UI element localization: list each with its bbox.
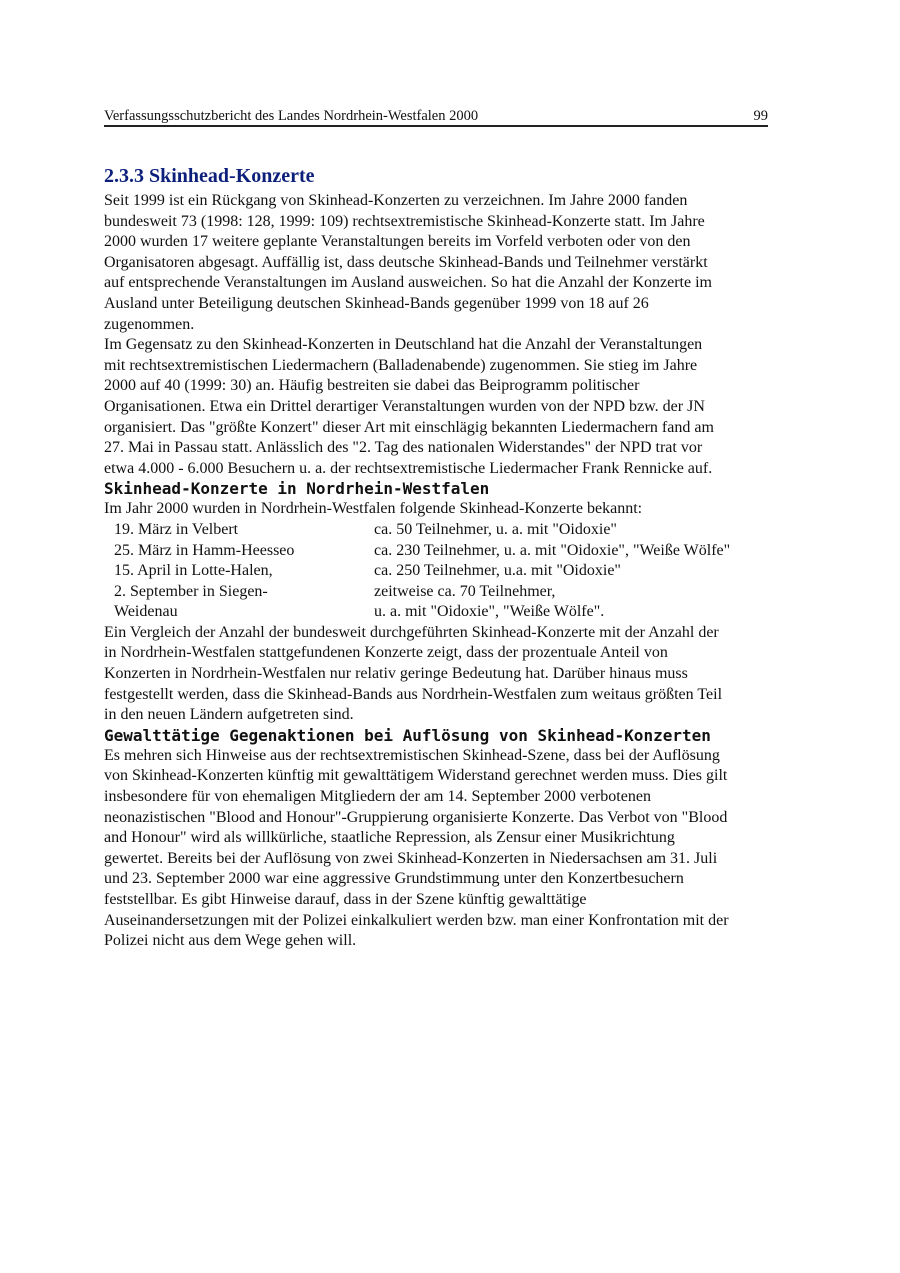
- header-title: Verfassungsschutzbericht des Landes Nordrhein-Westfalen 2000: [104, 108, 479, 124]
- concert-details: ca. 50 Teilnehmer, u. a. mit "Oidoxie": [374, 520, 617, 538]
- violence-paragraph: Es mehren sich Hinweise aus der rechtsextremistischen Skinhead-Szene, dass bei der Auflösung von Skinhead-Konzerten künftig mit gewalttätigem Widerstand gerechnet werden muss. Dies gilt insbesondere für von ehemaligen Mitgliedern der am 14. September 2000 verbotenen neonazistischen "Blood and Honour"-Gruppierung organisierte Konzerte. Das Verbot von "Blood and Honour" wird als willkürliche, staatliche Repression, als Zensur einer Musikrichtung gewertet. Bereits bei der Auflösung von zwei Skinhead-Konzerten in Niedersachsen am 31. Juli und 23. September 2000 war eine aggressive Grundstimmung unter den Konzertbesuchern feststellbar. Es gibt Hinweise darauf, dass in der Szene künftig gewalttätige Auseinandersetzungen mit der Polizei einkalkuliert werden bzw. man einer Konfrontation mit der Polizei nicht aus dem Wege gehen will.: [104, 746, 729, 950]
- concert-row: [114, 520, 730, 541]
- violence-heading: Gewalttätige Gegenaktionen bei Auflösung von Skinhead-Konzerten: [104, 725, 711, 745]
- section-paragraph-2: Im Gegensatz zu den Skinhead-Konzerten in Deutschland hat die Anzahl der Veranstaltungen mit rechtsextremistischen Liedermachern (Balladenabende) zugenommen. Sie stieg im Jahre 2000 auf 40 (1999: 30) an. Häufig bestreiten sie dabei das Beiprogramm politischer Organisationen. Etwa ein Drittel derartiger Veranstaltungen wurden von der NPD bzw. der JN organisiert. Das "größte Konzert" dieser Art mit einschlägig bekannten Liedermachern fand am 27. Mai in Passau statt. Anlässlich des "2. Tag des nationalen Widerstandes" der NPD trat vor etwa 4.000 - 6.000 Besuchern u. a. der rechtsextremistische Liedermacher Frank Rennicke auf.: [104, 336, 714, 477]
- concert-table: [114, 520, 730, 623]
- page-number: 99: [753, 108, 768, 124]
- concert-row: [114, 582, 730, 623]
- section-title: 2.3.3 Skinhead-Konzerte: [104, 165, 315, 187]
- concert-row: [114, 541, 730, 562]
- nrw-paragraph: Ein Vergleich der Anzahl der bundesweit durchgeführten Skinhead-Konzerte mit der Anzahl der in Nordrhein-Westfalen stattgefundenen Konzerte zeigt, dass der prozentuale Anteil von Konzerten in Nordrhein-Westfalen nur relativ geringe Bedeutung hat. Darüber hinaus muss festgestellt werden, dass die Skinhead-Bands aus Nordrhein-Westfalen zum weitaus größten Teil in den neuen Ländern aufgetreten sind.: [104, 623, 723, 724]
- page-content: [104, 163, 798, 952]
- concert-row: [114, 561, 730, 582]
- concert-date: 15. April in Lotte-Halen,: [114, 562, 273, 580]
- section-paragraph-1: Seit 1999 ist ein Rückgang von Skinhead-Konzerten zu verzeichnen. Im Jahre 2000 fanden bundesweit 73 (1998: 128, 1999: 109) rechtsextremistische Skinhead-Konzerte statt. Im Jahre 2000 wurden 17 weitere geplante Veranstaltungen bereits im Vorfeld verboten oder von den Organisatoren abgesagt. Auffällig ist, dass deutsche Skinhead-Bands und Teilnehmer verstärkt auf entsprechende Veranstaltungen im Ausland ausweichen. So hat die Anzahl der Konzerte im Ausland unter Beteiligung deutschen Skinhead-Bands gegenüber 1999 von 18 auf 26 zugenommen.: [104, 192, 712, 333]
- page-header: [104, 107, 768, 127]
- concert-date: 25. März in Hamm-Heesseo: [114, 541, 295, 559]
- concert-details: ca. 230 Teilnehmer, u. a. mit "Oidoxie", "Weiße Wölfe": [374, 541, 731, 559]
- nrw-intro: Im Jahr 2000 wurden in Nordrhein-Westfalen folgende Skinhead-Konzerte bekannt:: [104, 500, 643, 518]
- concert-details: ca. 250 Teilnehmer, u.a. mit "Oidoxie": [374, 562, 621, 580]
- nrw-heading: Skinhead-Konzerte in Nordrhein-Westfalen: [104, 479, 490, 499]
- concert-date: 2. September in Siegen- Weidenau: [114, 582, 268, 621]
- concert-details: zeitweise ca. 70 Teilnehmer, u. a. mit "Oidoxie", "Weiße Wölfe".: [374, 582, 605, 621]
- concert-date: 19. März in Velbert: [114, 520, 239, 538]
